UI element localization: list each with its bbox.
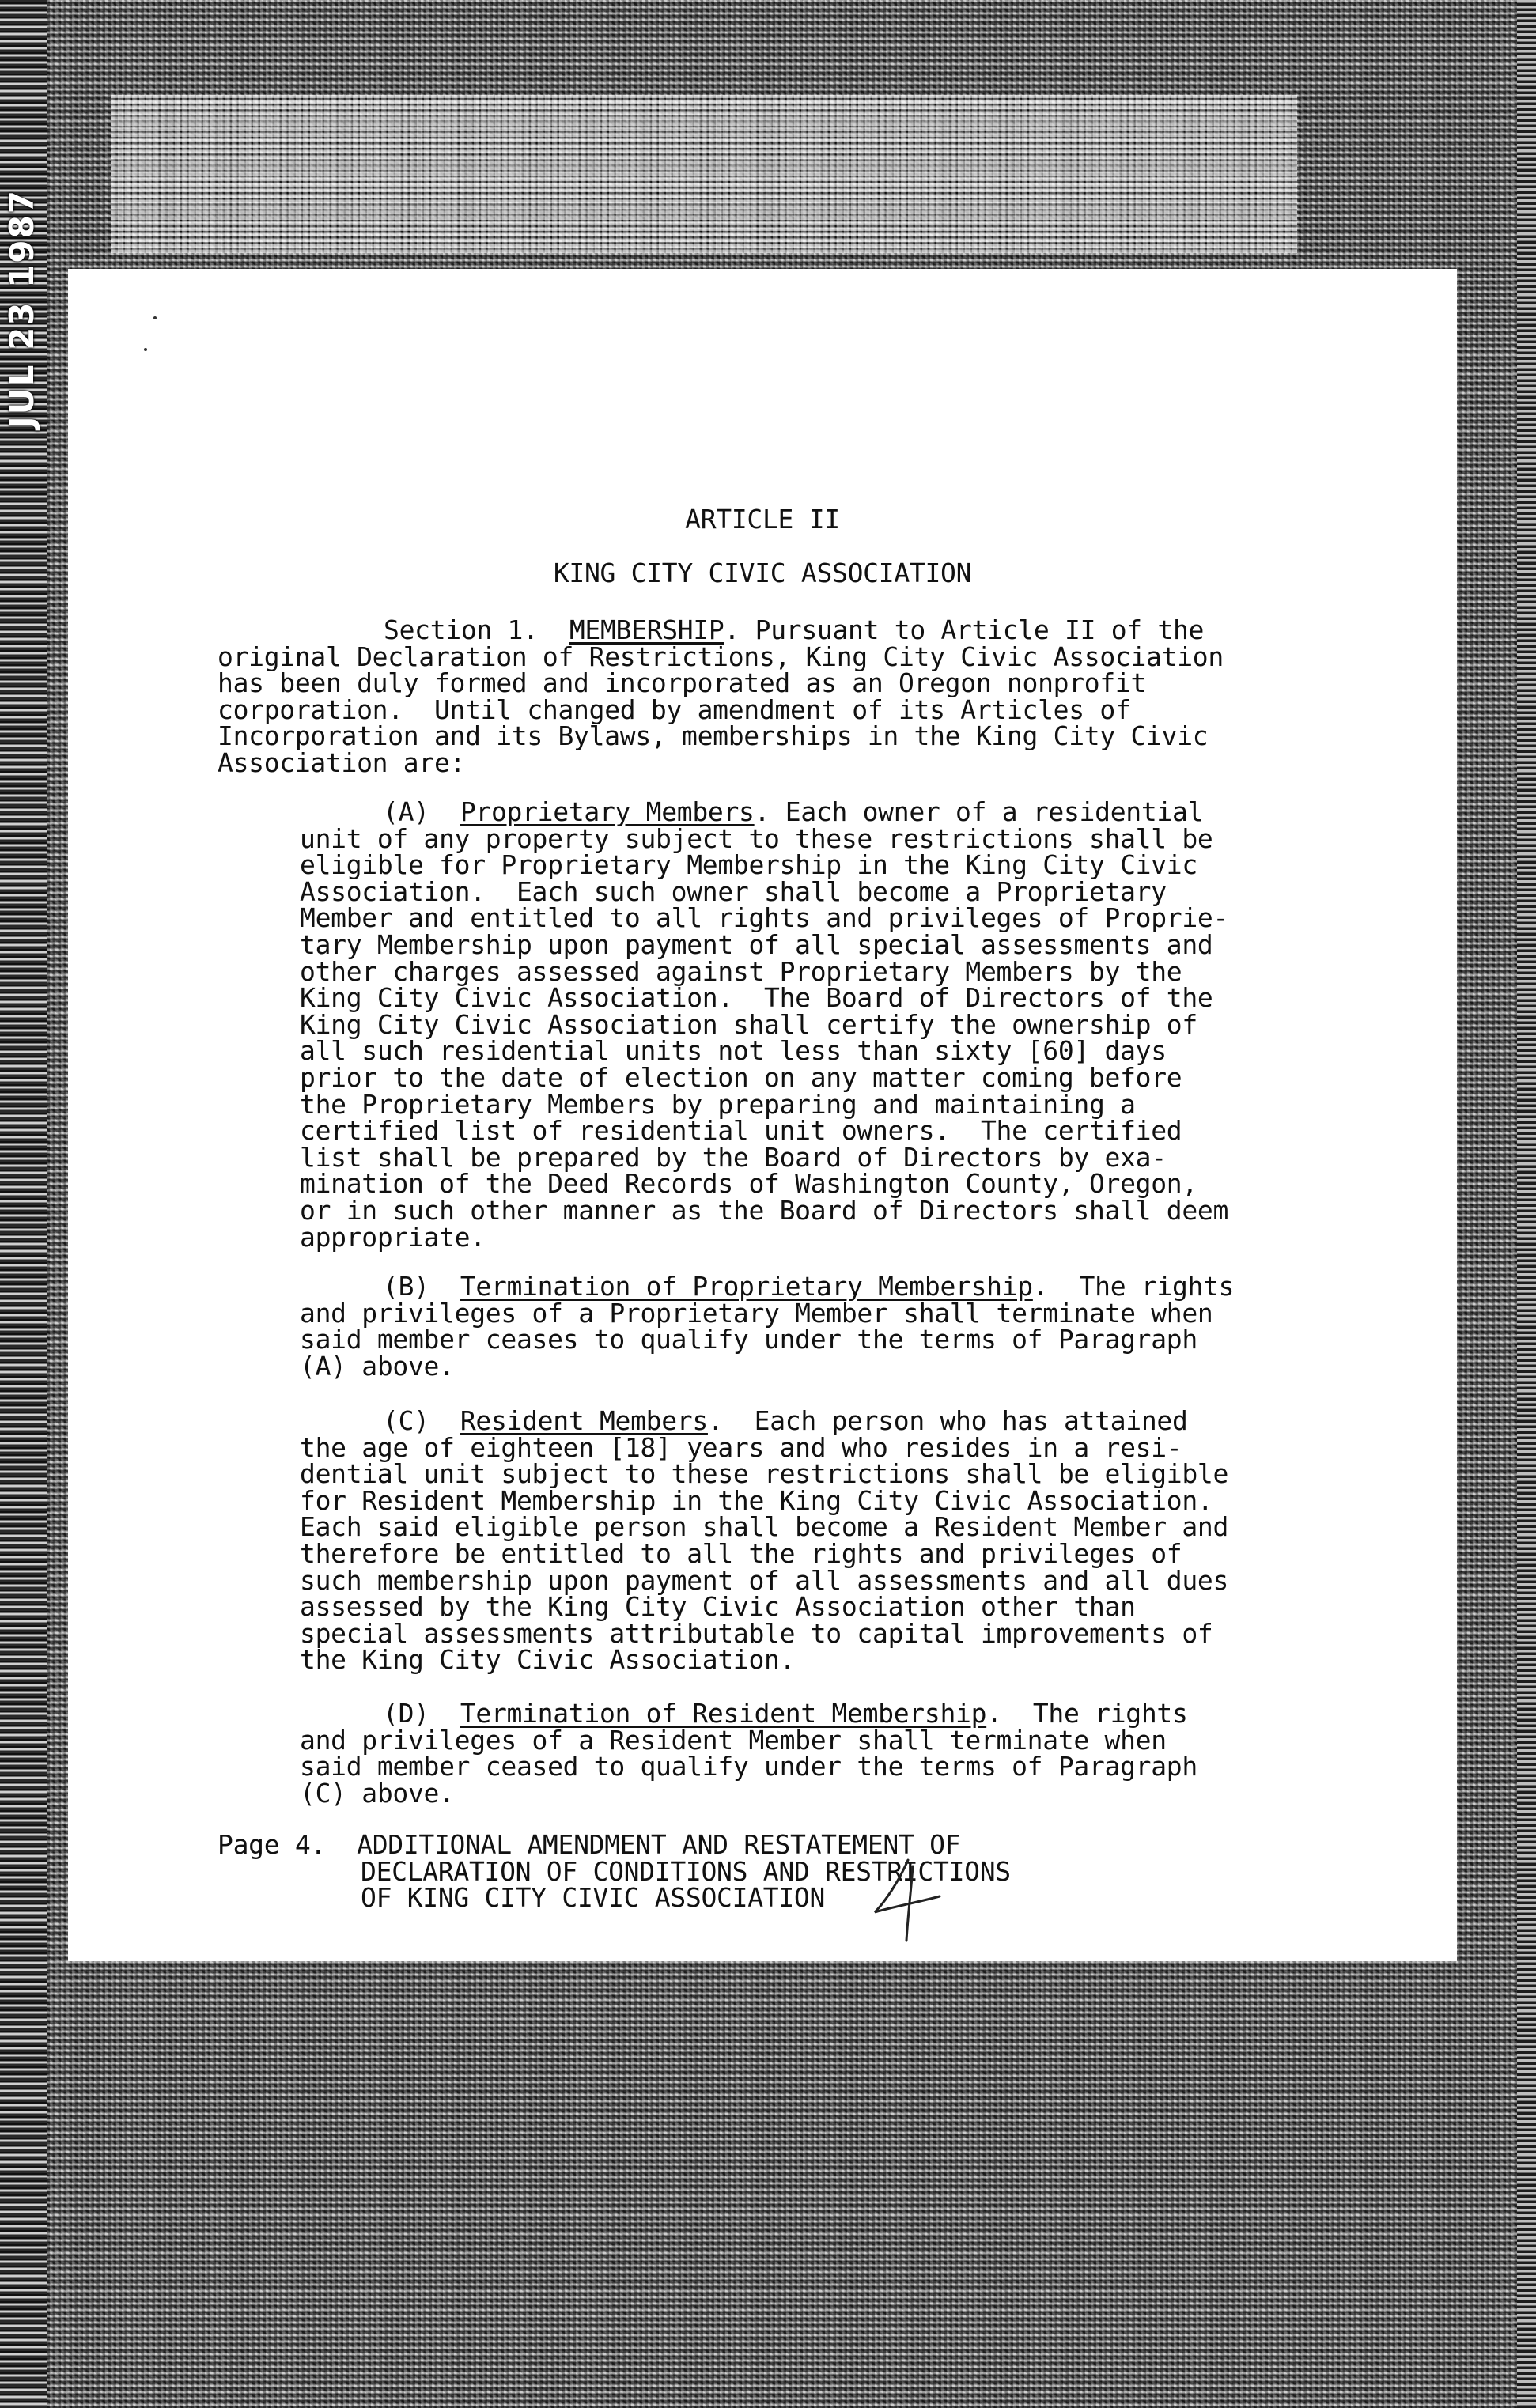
paragraph-heading: Resident Members — [460, 1405, 708, 1436]
paragraph-first-line — [300, 796, 1228, 827]
paragraph-a — [300, 796, 1229, 1253]
paragraph-line: Member and entitled to all rights and privileges of Proprie- — [300, 902, 1229, 934]
paragraph-line: special assessments attributable to capital improvements of — [300, 1617, 1213, 1649]
section-line: has been duly formed and incorporated as an Oregon nonprofit — [218, 667, 1147, 699]
section-line: Association are: — [218, 747, 466, 778]
paragraph-line: other charges assessed against Proprietary Members by the — [300, 955, 1182, 987]
speck — [153, 316, 157, 319]
right-edge-strip — [1517, 0, 1536, 2408]
paragraph-line: Association. Each such owner shall become a Proprietary — [300, 875, 1167, 907]
paragraph-line: King City Civic Association. The Board of Directors of the — [300, 982, 1213, 1014]
paragraph-line: appropriate. — [300, 1221, 486, 1253]
paragraph-first-line — [300, 1405, 1228, 1436]
paragraph-line: the King City Civic Association. — [300, 1644, 796, 1676]
section-line: . Pursuant to Article II of the — [724, 614, 1205, 645]
paragraph-line: . The rights — [986, 1698, 1188, 1729]
paragraph-d — [300, 1698, 1197, 1809]
paragraph-line: or in such other manner as the Board of Directors shall deem — [300, 1194, 1229, 1226]
paragraph-line: dential unit subject to these restrictions shall be eligible — [300, 1458, 1229, 1490]
paragraph-line: . Each owner of a residential — [754, 796, 1204, 827]
paragraph-heading: Termination of Proprietary Membership — [460, 1271, 1033, 1302]
paragraph-label: (B) — [383, 1271, 429, 1302]
paragraph-line: mination of the Deed Records of Washington County, Oregon, — [300, 1168, 1197, 1200]
handwritten-four-stroke — [875, 1860, 940, 1941]
photocopy-noise-top — [111, 95, 1297, 253]
paragraph-heading: Termination of Resident Membership — [460, 1698, 987, 1729]
section-1 — [218, 614, 1224, 778]
paragraph-line: and privileges of a Proprietary Member shall terminate when — [300, 1297, 1213, 1329]
section-line: Incorporation and its Bylaws, memberships in the King City Civic — [218, 720, 1209, 752]
paragraph-line: . The rights — [1032, 1271, 1235, 1302]
paragraph-label: (A) — [383, 796, 429, 827]
paragraph-line: Each said eligible person shall become a Resident Member and — [300, 1511, 1229, 1543]
handwritten-page-number — [867, 1850, 962, 1945]
paragraph-line: for Resident Membership in the King City Civic Association. — [300, 1484, 1213, 1516]
article-title: ARTICLE II — [685, 504, 840, 535]
paragraph-line: assessed by the King City Civic Association other than — [300, 1591, 1136, 1623]
paragraph-line: tary Membership upon payment of all special assessments and — [300, 928, 1213, 960]
paragraph-line: therefore be entitled to all the rights and privileges of — [300, 1537, 1182, 1569]
article-subtitle: KING CITY CIVIC ASSOCIATION — [553, 558, 972, 588]
paragraph-c — [300, 1405, 1229, 1676]
paragraph-line: King City Civic Association shall certify the ownership of — [300, 1008, 1197, 1040]
paragraph-line: prior to the date of election on any matter coming before — [300, 1061, 1182, 1093]
footer-line: ADDITIONAL AMENDMENT AND RESTATEMENT OF — [357, 1829, 961, 1860]
document-page — [68, 269, 1457, 1961]
paragraph-line: said member ceased to qualify under the terms of Paragraph — [300, 1751, 1197, 1782]
section-line: original Declaration of Restrictions, King City Civic Association — [218, 641, 1224, 672]
date-stamp — [2, 190, 43, 427]
page-label: Page 4. — [218, 1829, 326, 1860]
paragraph-b — [300, 1271, 1235, 1382]
section-line: corporation. Until changed by amendment of its Articles of — [218, 694, 1131, 725]
paragraph-first-line — [300, 1700, 1197, 1727]
paragraph-label: (C) — [383, 1405, 429, 1436]
paragraph-line: (A) above. — [300, 1350, 455, 1382]
paragraph-label: (D) — [383, 1698, 429, 1729]
footer-line: DECLARATION OF CONDITIONS AND RESTRICTIONS — [361, 1855, 1011, 1887]
paragraph-line: certified list of residential unit owners. The certified — [300, 1115, 1182, 1147]
section-label: Section 1. — [384, 614, 539, 645]
paragraph-line: (C) above. — [300, 1777, 455, 1809]
paragraph-line: unit of any property subject to these restrictions shall be — [300, 822, 1213, 854]
section-1-first-line — [218, 614, 1224, 645]
paragraph-line: eligible for Proprietary Membership in the King City Civic — [300, 849, 1197, 881]
paragraph-first-line — [300, 1273, 1234, 1300]
speck — [144, 348, 147, 351]
paragraph-line: . Each person who has attained — [707, 1405, 1188, 1436]
date-stamp-text: JUL 23 1987 — [2, 188, 42, 429]
paragraph-line: such membership upon payment of all assessments and all dues — [300, 1564, 1229, 1596]
paragraph-line: the Proprietary Members by preparing and maintaining a — [300, 1088, 1136, 1120]
section-heading: MEMBERSHIP — [569, 614, 724, 645]
paragraph-line: list shall be prepared by the Board of Directors by exa- — [300, 1141, 1167, 1173]
paragraph-line: and privileges of a Resident Member shall terminate when — [300, 1724, 1167, 1756]
footer-line: OF KING CITY CIVIC ASSOCIATION — [361, 1882, 826, 1914]
paragraph-line: all such residential units not less than sixty [60] days — [300, 1035, 1167, 1067]
paragraph-line: said member ceases to qualify under the terms of Paragraph — [300, 1324, 1197, 1355]
paragraph-line: the age of eighteen [18] years and who resides in a resi- — [300, 1431, 1182, 1463]
paragraph-heading: Proprietary Members — [460, 796, 755, 827]
